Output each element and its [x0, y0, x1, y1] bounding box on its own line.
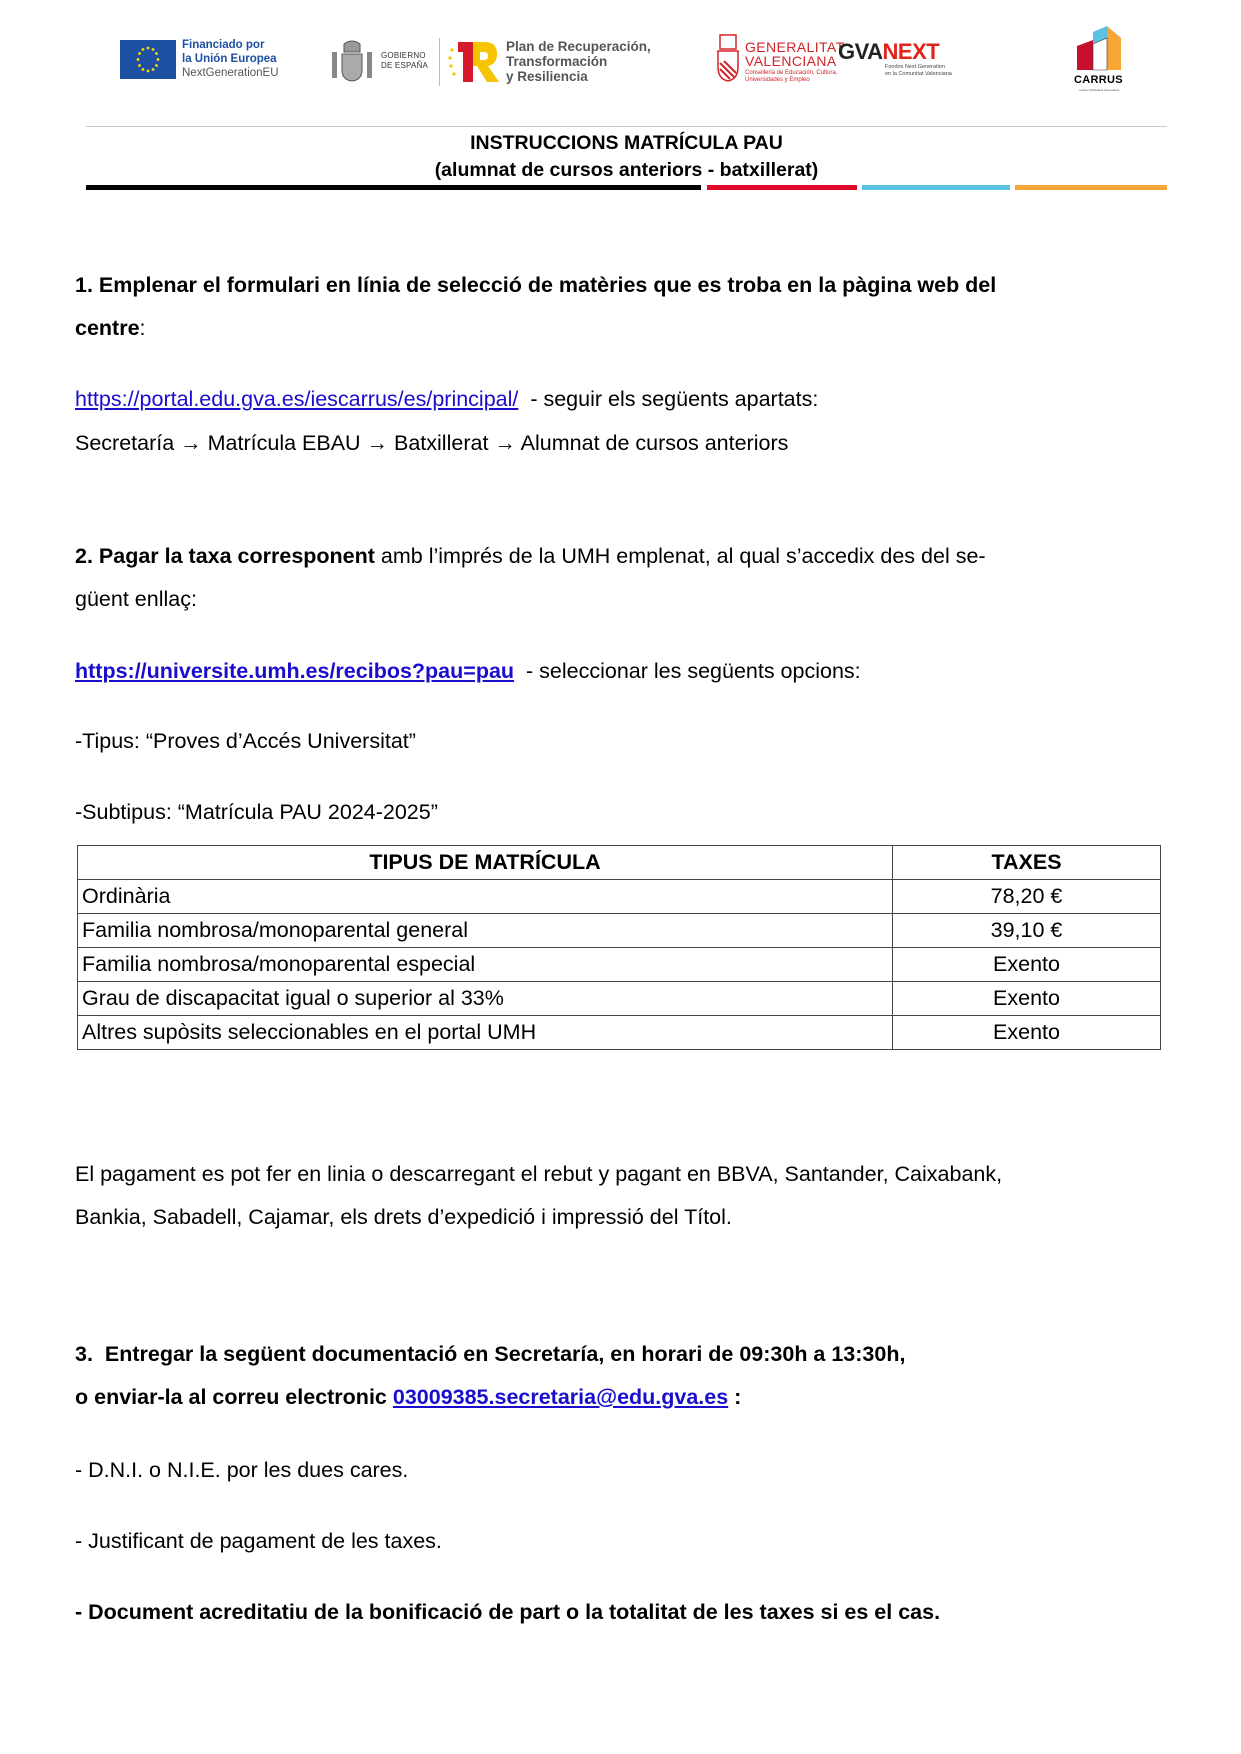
row-type: Ordinària: [78, 880, 893, 914]
table-row: [78, 982, 1161, 1016]
logo-separator: [439, 38, 440, 86]
step2-subtipus: -Subtipus: “Matrícula PAU 2024-2025”: [75, 800, 438, 824]
step2-heading-bold: 2. Pagar la taxa corresponent: [75, 544, 375, 568]
gvanext-logo: [838, 40, 939, 64]
carrus-house-icon: [1075, 24, 1135, 72]
page-subtitle: (alumnat de cursos anteriors - batxillerat): [434, 159, 819, 181]
table-row: [78, 880, 1161, 914]
conselleria-label: [745, 70, 837, 84]
generalitat-line2: VALENCIANA: [745, 53, 837, 69]
row-type: Altres supòsits seleccionables en el portal UMH: [78, 1016, 893, 1050]
eu-label-line2: la Unión Europea: [182, 53, 277, 65]
document-item: - Document acreditatiu de la bonificació de part o la totalitat de les taxes si es el cas.: [75, 1600, 941, 1624]
payment-note-line1: El pagament es pot fer en linia o descarregant el rebut y pagant en BBVA, Santander, Caixabank,: [75, 1162, 1003, 1186]
carrus-subtitle: Institut d'Educació Secundària: [1079, 88, 1120, 92]
plan-recuperacion-label: [506, 39, 651, 84]
eu-label-line1: Financiado por: [182, 39, 265, 51]
table-row: [78, 1016, 1161, 1050]
step3-heading-prefix: o enviar-la al correu electronic: [75, 1385, 393, 1409]
conselleria-line2: Universidades y Empleo: [745, 77, 810, 83]
step2-tipus: -Tipus: “Proves d’Accés Universitat”: [75, 729, 416, 753]
page-title: INSTRUCCIONS MATRÍCULA PAU: [470, 132, 783, 154]
gvanext-subtitle: [885, 64, 952, 78]
row-fee: Exento: [893, 982, 1161, 1016]
step1-heading-colon: :: [139, 316, 146, 340]
payment-note: [75, 1153, 1175, 1239]
step2-link-suffix: - seleccionar les següents opcions:: [514, 659, 861, 683]
step1-link-suffix: - seguir els següents apartats:: [518, 387, 819, 411]
header-bar-cyan: [862, 185, 1010, 190]
carrus-name: CARRUS: [1074, 74, 1123, 86]
umh-recibos-link[interactable]: https://universite.umh.es/recibos?pau=pau: [75, 659, 515, 683]
step1-heading-line2: centre: [75, 316, 140, 340]
row-fee: 78,20 €: [893, 880, 1161, 914]
fees-table: [77, 845, 1161, 1050]
eu-flag-icon: [120, 40, 176, 79]
row-type: Grau de discapacitat igual o superior al 33%: [78, 982, 893, 1016]
step1-heading-line1: 1. Emplenar el formulari en línia de selecció de matèries que es troba en la pàgina web del: [75, 273, 997, 297]
table-header-row: [78, 846, 1161, 880]
eu-label-line3: NextGenerationEU: [182, 67, 279, 79]
header-bar-black: [86, 185, 701, 190]
document-item: - D.N.I. o N.I.E. por les dues cares.: [75, 1458, 409, 1482]
generalitat-shield-icon: [714, 33, 742, 83]
gvanext-red-part: NEXT: [882, 39, 940, 64]
row-fee: Exento: [893, 948, 1161, 982]
column-header-taxes: TAXES: [893, 846, 1161, 880]
plan-line3: y Resiliencia: [506, 69, 588, 84]
spain-coat-of-arms-icon: [330, 40, 374, 84]
document-item: - Justificant de pagament de les taxes.: [75, 1529, 442, 1553]
step1-heading: [75, 264, 1175, 350]
plan-line2: Transformación: [506, 54, 608, 69]
portal-link[interactable]: https://portal.edu.gva.es/iescarrus/es/principal/: [75, 387, 519, 411]
payment-note-line2: Bankia, Sabadell, Cajamar, els drets d’expedició i impressió del Títol.: [75, 1205, 732, 1229]
header-top-rule: [86, 126, 1167, 127]
gvanext-sub-line1: Fondos Next Generation: [885, 64, 945, 70]
eu-funding-label: [182, 38, 279, 80]
table-row: [78, 914, 1161, 948]
header-bar-red: [707, 185, 857, 190]
step3-heading: [75, 1333, 1175, 1419]
document-title: [86, 130, 1167, 184]
plan-line1: Plan de Recuperación,: [506, 39, 651, 54]
step2-heading-line2: güent enllaç:: [75, 587, 197, 611]
step3-heading-line1: 3. Entregar la següent documentació en Secretaría, en horari de 09:30h a 13:30h,: [75, 1342, 906, 1366]
column-header-tipus: TIPUS DE MATRÍCULA: [78, 846, 893, 880]
generalitat-line1: GENERALITAT: [745, 39, 845, 55]
row-type: Familia nombrosa/monoparental especial: [78, 948, 893, 982]
gvanext-sub-line2: en la Comunitat Valenciana: [885, 71, 952, 77]
step1-navigation-path: Secretaría → Matrícula EBAU → Batxillerat → Alumnat de cursos anteriors: [75, 431, 789, 455]
conselleria-line1: Conselleria de Educación, Cultura,: [745, 70, 838, 76]
step1-link-line: [75, 378, 1175, 421]
row-fee: 39,10 €: [893, 914, 1161, 948]
step3-heading-suffix: :: [728, 1385, 742, 1409]
generalitat-label: [745, 40, 845, 68]
step2-heading-rest: amb l’imprés de la UMH emplenat, al qual s’accedix des del se-: [374, 544, 986, 568]
step2-heading: [75, 535, 1175, 621]
gobierno-line2: DE ESPAÑA: [381, 61, 428, 70]
gvanext-dark-part: GVA: [838, 39, 883, 64]
row-fee: Exento: [893, 1016, 1161, 1050]
gobierno-line1: GOBIERNO: [381, 51, 426, 60]
row-type: Familia nombrosa/monoparental general: [78, 914, 893, 948]
header-bar-orange: [1015, 185, 1167, 190]
table-row: [78, 948, 1161, 982]
secretaria-email-link[interactable]: 03009385.secretaria@edu.gva.es: [392, 1385, 729, 1409]
gobierno-label: [381, 51, 428, 71]
plan-recuperacion-tr-icon: [446, 38, 502, 86]
step2-link-line: [75, 650, 1175, 693]
